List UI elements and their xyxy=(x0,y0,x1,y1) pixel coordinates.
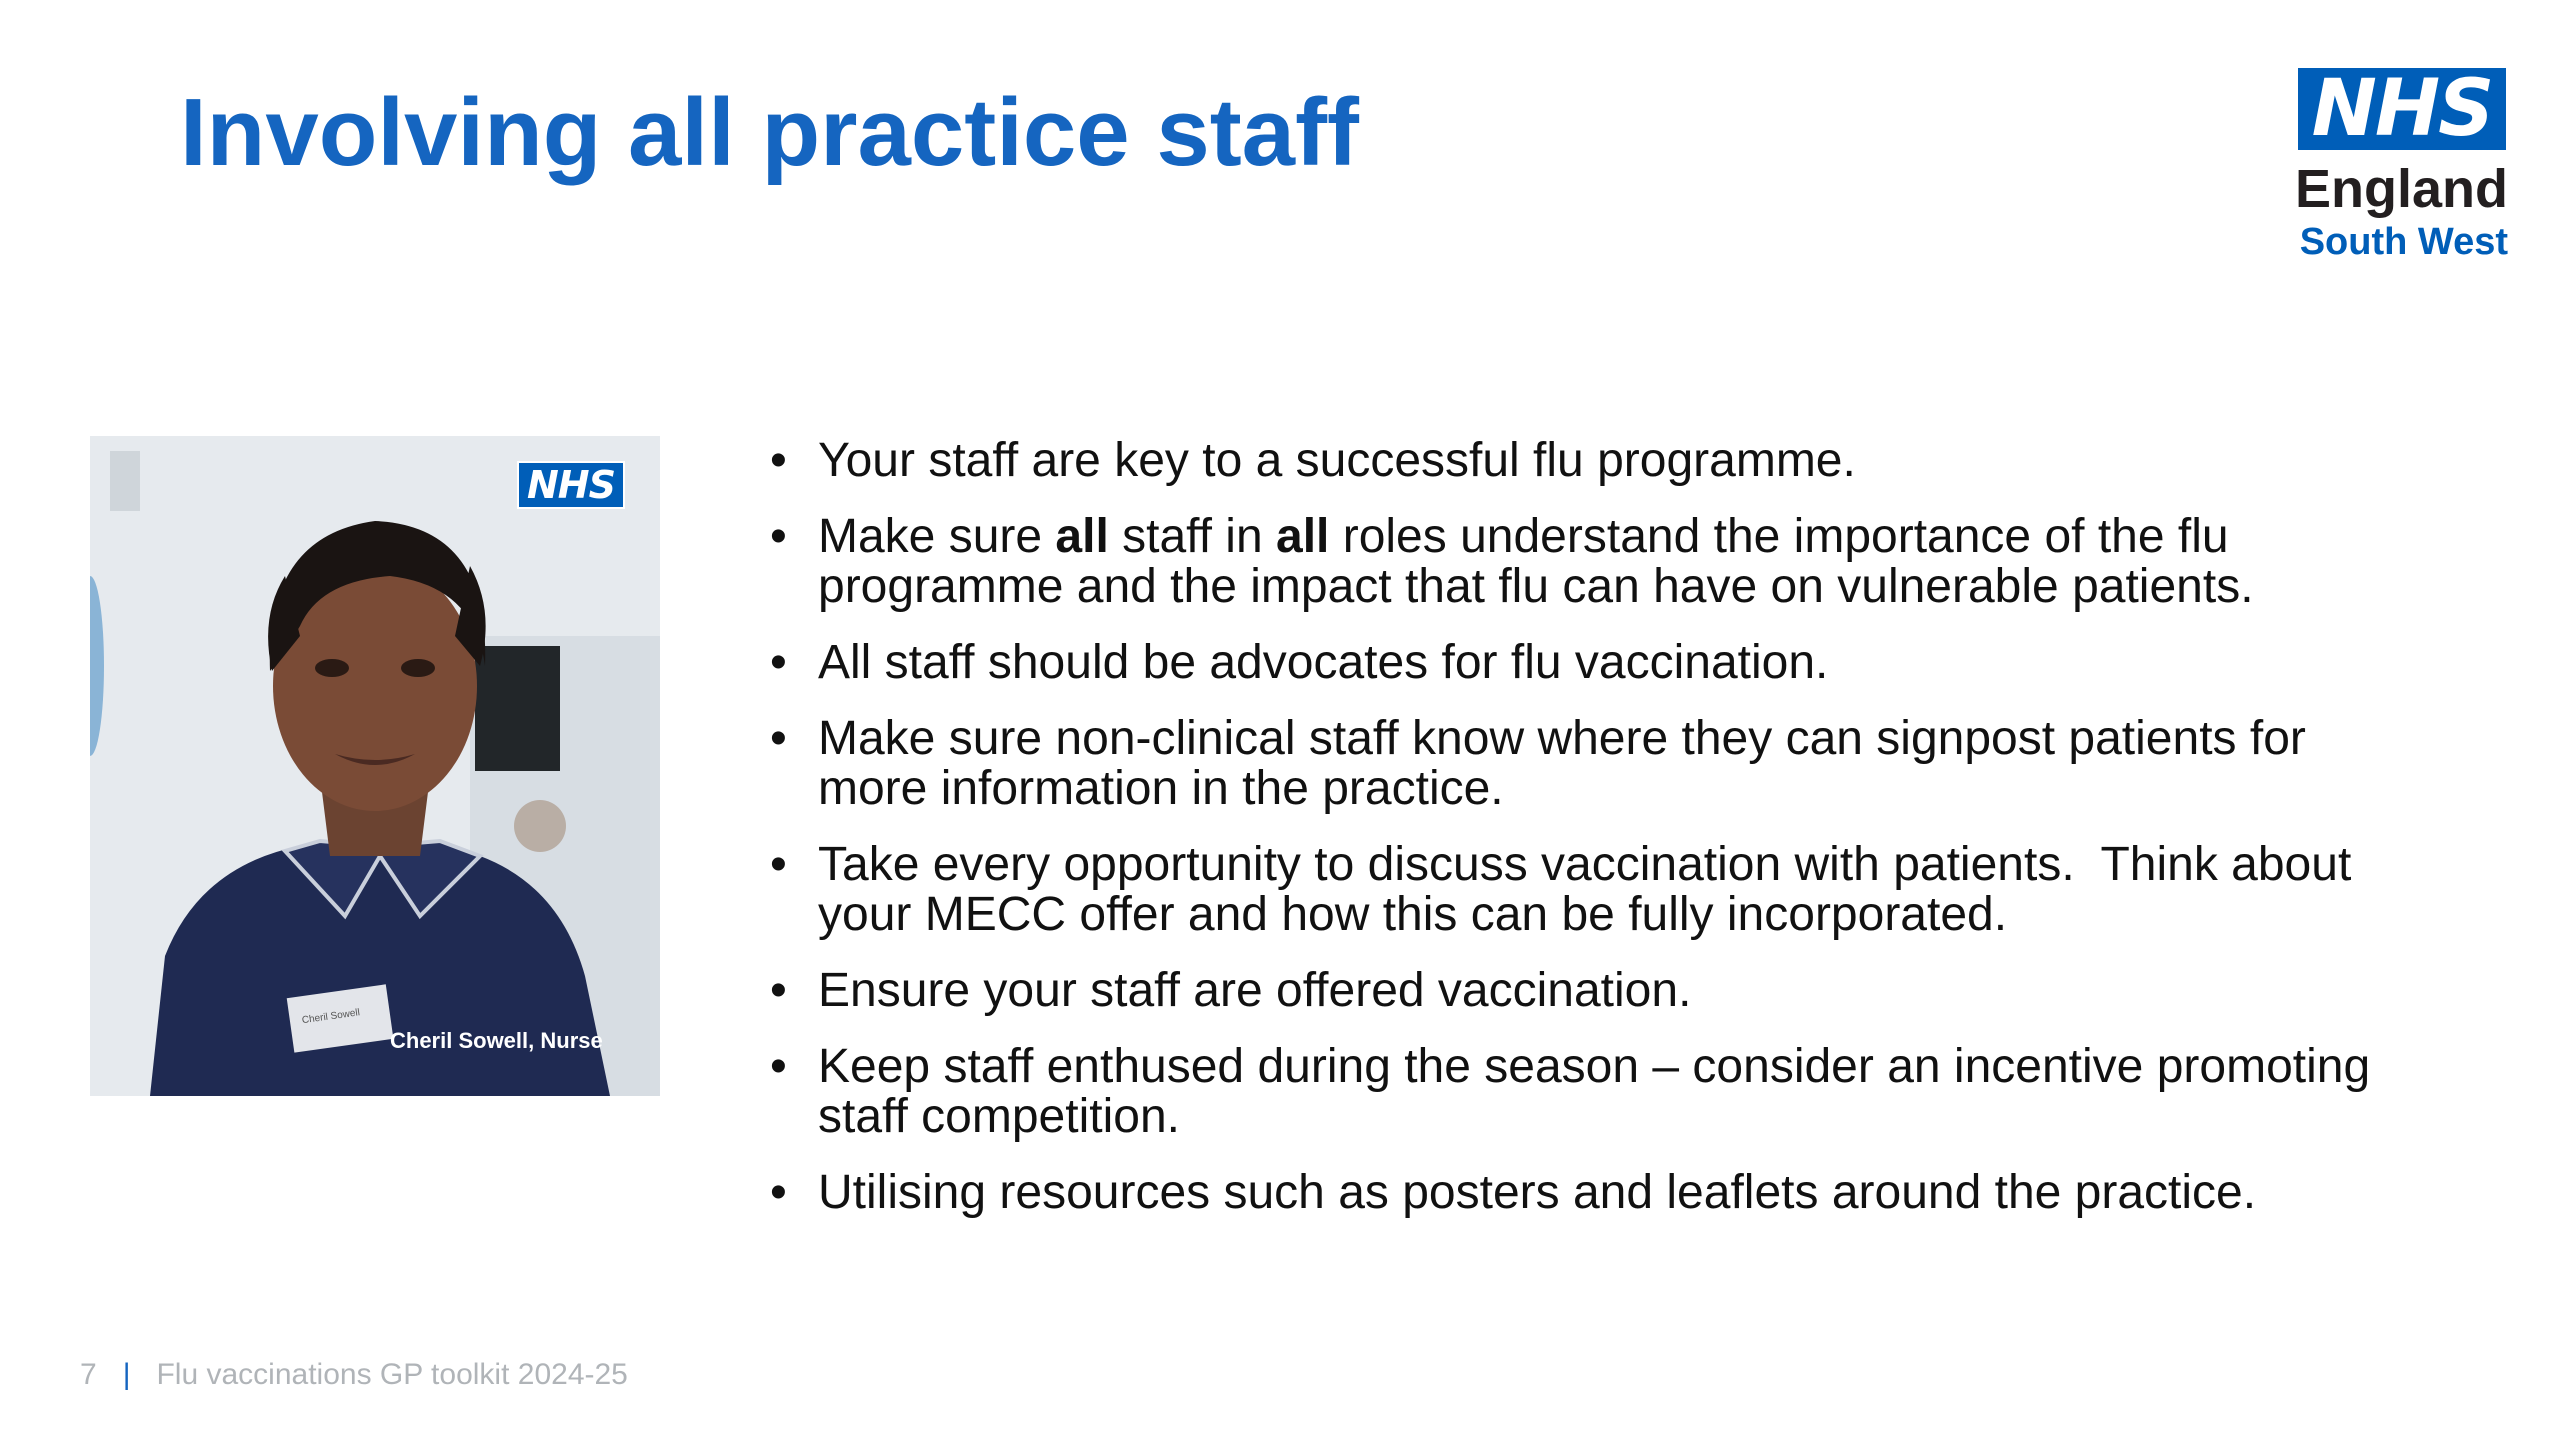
list-item xyxy=(770,1168,2420,1218)
bullet-marker: • xyxy=(770,1040,787,1093)
bullet-text: Make sure non-clinical staff know where they can signpost patients for more information in the practice. xyxy=(818,712,2306,815)
bullet-marker: • xyxy=(770,434,787,487)
list-item xyxy=(770,714,2420,814)
bullet-text: Utilising resources such as posters and leaflets around the practice. xyxy=(818,1166,2257,1219)
list-item xyxy=(770,512,2420,612)
nhs-england-south-west-logo xyxy=(2292,64,2508,264)
photo-name-badge-text: Cheril Sowell xyxy=(301,1007,361,1027)
bullet-text: Keep staff enthused during the season – consider an incentive promoting staff competition. xyxy=(818,1040,2371,1143)
slide-footer xyxy=(80,1358,628,1392)
footer-separator: | xyxy=(122,1358,131,1391)
footer-label: Flu vaccinations GP toolkit 2024-25 xyxy=(156,1358,628,1391)
photo-nhs-badge: NHS xyxy=(517,461,625,509)
list-item xyxy=(770,966,2420,1016)
logo-region: England xyxy=(2295,159,2508,219)
list-item xyxy=(770,638,2420,688)
photo-caption: Cheril Sowell, Nurse xyxy=(390,1028,603,1053)
bullet-marker: • xyxy=(770,964,787,1017)
bullet-text-post: roles understand the importance of the flu programme and the impact that flu can have on vulnerable patients. xyxy=(818,510,2254,613)
bullet-text-pre: Make sure xyxy=(818,510,1056,563)
bullet-marker: • xyxy=(770,1166,787,1219)
list-item xyxy=(770,436,2420,486)
bullet-marker: • xyxy=(770,636,787,689)
bullet-text: All staff should be advocates for flu vaccination. xyxy=(818,636,1829,689)
nurse-illustration xyxy=(90,436,660,1096)
slide-title: Involving all practice staff xyxy=(180,79,1359,186)
bullet-marker: • xyxy=(770,838,787,891)
bullet-text: Your staff are key to a successful flu programme. xyxy=(818,434,1856,487)
bullet-emphasis: all xyxy=(1276,510,1330,563)
page-number: 7 xyxy=(80,1358,97,1391)
list-item xyxy=(770,840,2420,940)
bullet-marker: • xyxy=(770,510,787,563)
bullet-text-mid: staff in xyxy=(1108,510,1276,563)
logo-subregion: South West xyxy=(2299,221,2508,263)
list-item xyxy=(770,1042,2420,1142)
nurse-photo xyxy=(90,436,660,1096)
bullet-list xyxy=(770,436,2420,1244)
bullet-emphasis: all xyxy=(1055,510,1109,563)
nhs-logo-mark: NHS xyxy=(2298,68,2506,150)
bullet-text: Take every opportunity to discuss vaccination with patients. Think about your MECC offer and how this can be fully incorporated. xyxy=(818,838,2365,941)
bullet-marker: • xyxy=(770,712,787,765)
bullet-text: Ensure your staff are offered vaccination. xyxy=(818,964,1692,1017)
